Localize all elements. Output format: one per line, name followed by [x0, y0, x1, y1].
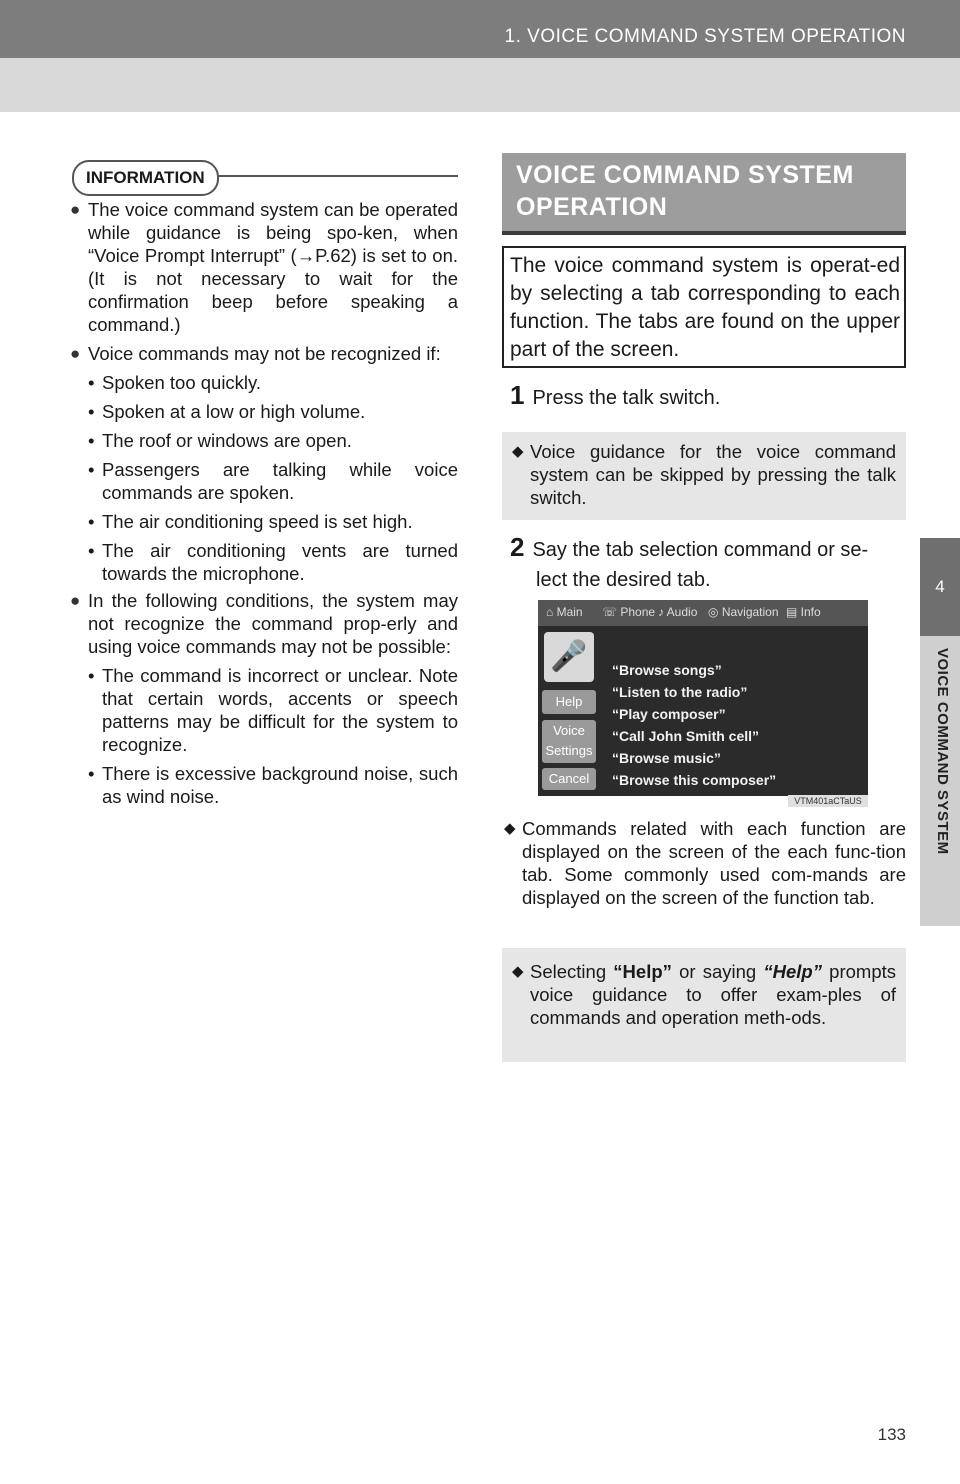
sub-item: • The air conditioning speed is set high. — [88, 511, 413, 532]
information-divider — [218, 175, 458, 177]
screen-cancel-button: Cancel — [542, 768, 596, 790]
sub-dot-icon: • — [88, 459, 95, 480]
step-number: 1 — [510, 380, 525, 410]
tab-navigation: ◎ Navigation — [708, 605, 779, 619]
illustration-caption: VTM401aCTaUS — [788, 795, 868, 807]
note-text: ◆ Selecting “Help” or saying “Help” prompts voice guidance to offer exam-ples of commands and operation meth-ods. — [512, 961, 896, 1028]
screen-command: “Browse music” — [612, 750, 721, 766]
info-bullet: ● The voice command system can be operated while guidance is being spo-ken, when “Voice Prompt Interrupt” (→P.62) is set to on. (It is not necessary to wait for the confirmation beep before speaking a command.) — [70, 199, 458, 335]
sub-dot-icon: • — [88, 665, 95, 686]
sub-item: • Spoken at a low or high volume. — [88, 401, 366, 422]
voice-screen-illustration — [538, 600, 868, 796]
note-box-1 — [502, 432, 906, 520]
screen-command: “Listen to the radio” — [612, 684, 748, 700]
sub-item: • Passengers are talking while voice commands are spoken. — [88, 459, 458, 503]
info-bullet: ● Voice commands may not be recognized if: — [70, 343, 441, 364]
information-label: INFORMATION — [72, 160, 219, 196]
sub-item: • There is excessive background noise, such as wind noise. — [88, 763, 458, 807]
section-title-box — [502, 153, 906, 235]
sub-item: • The roof or windows are open. — [88, 430, 352, 451]
diamond-bullet-icon: ◆ — [512, 443, 524, 460]
step-number: 2 — [510, 532, 525, 562]
screen-command: “Play composer” — [612, 706, 726, 722]
step-2: 2 Say the tab selection command or se- lect the desired tab. — [510, 532, 869, 591]
sub-item: • The air conditioning vents are turned towards the microphone. — [88, 540, 458, 584]
tab-info: ▤ Info — [786, 605, 821, 619]
bullet-dot-icon: ● — [70, 200, 81, 219]
screen-command: “Call John Smith cell” — [612, 728, 760, 744]
section-title: VOICE COMMAND SYSTEM OPERATION — [516, 161, 854, 221]
screen-help-button: Help — [542, 690, 596, 714]
tab-phone: ☏ Phone — [602, 605, 656, 619]
info-bullet: ● In the following conditions, the system may not recognize the command prop-erly and using voice commands may not be possible: — [70, 590, 458, 657]
sub-dot-icon: • — [88, 763, 95, 784]
chapter-label: VOICE COMMAND SYSTEM — [934, 648, 951, 855]
sub-dot-icon: • — [88, 540, 95, 561]
screen-tab-bar — [538, 600, 868, 626]
diamond-bullet-icon: ◆ — [512, 963, 524, 980]
bullet-dot-icon: ● — [70, 591, 81, 610]
screen-command: “Browse songs” — [612, 662, 722, 678]
sub-dot-icon: • — [88, 372, 95, 393]
page-header — [0, 0, 960, 112]
sub-dot-icon: • — [88, 511, 95, 532]
page-number: 133 — [877, 1425, 906, 1444]
note-commands: ◆ Commands related with each function are displayed on the screen of the each func-tion tab. Some commonly used com-mands are displayed on the screen of the function tab. — [504, 818, 906, 908]
tab-audio: ♪ Audio — [658, 605, 698, 619]
sub-dot-icon: • — [88, 430, 95, 451]
bullet-dot-icon: ● — [70, 344, 81, 363]
header-title: 1. VOICE COMMAND SYSTEM OPERATION — [504, 26, 906, 47]
section-intro: The voice command system is operat-ed by selecting a tab corresponding to each function. The tabs are found on the upper part of the screen. — [510, 254, 900, 361]
step-1: 1 Press the talk switch. — [510, 380, 721, 410]
diamond-bullet-icon: ◆ — [504, 820, 516, 837]
sub-item: • The command is incorrect or unclear. Note that certain words, accents or speech patterns may be difficult for the system to recognize. — [88, 665, 458, 755]
tab-main: ⌂ Main — [546, 605, 583, 619]
sub-dot-icon: • — [88, 401, 95, 422]
sub-item: • Spoken too quickly. — [88, 372, 262, 393]
screen-voice-settings-button: Voice Settings — [542, 720, 596, 763]
note-text: ◆ Voice guidance for the voice command system can be skipped by pressing the talk switch. — [512, 441, 896, 508]
chapter-number-tab: 4 — [920, 538, 960, 636]
section-intro-box — [502, 246, 906, 368]
note-box-2 — [502, 948, 906, 1062]
information-content — [70, 198, 458, 812]
screen-command: “Browse this composer” — [612, 772, 777, 788]
microphone-icon: 🎤 — [544, 632, 594, 682]
